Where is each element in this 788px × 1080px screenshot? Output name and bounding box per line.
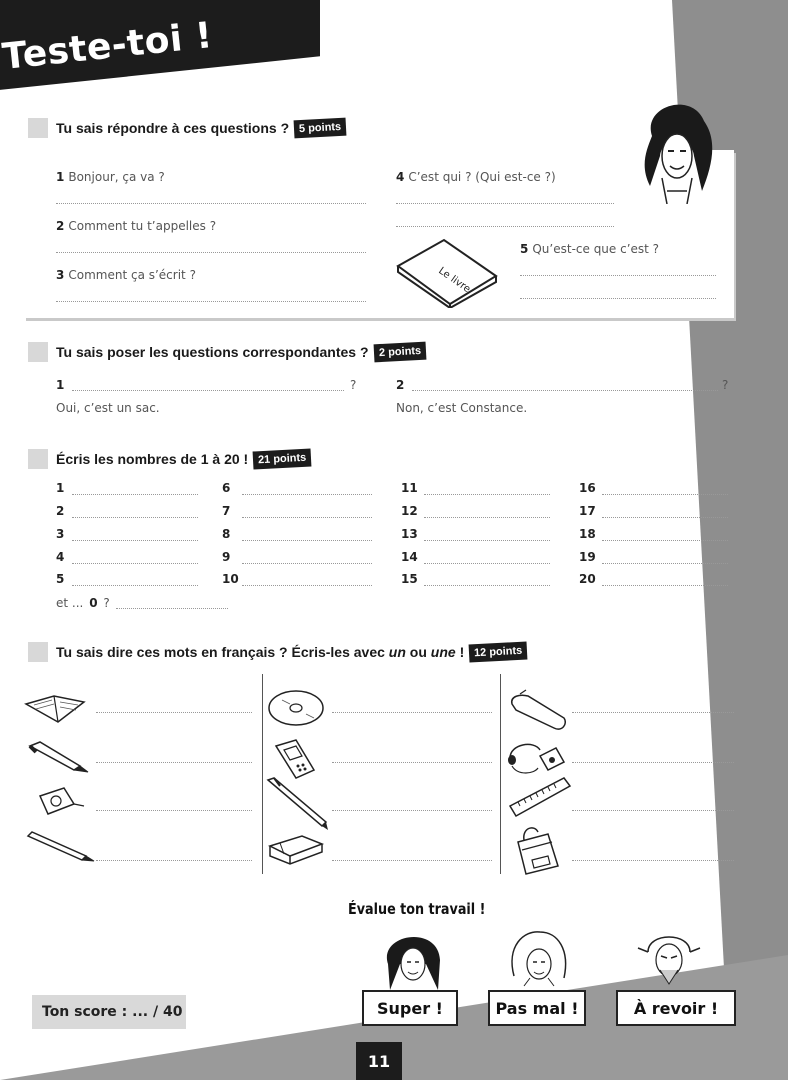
section1-header (28, 118, 346, 138)
question-mark-1: ? (350, 378, 357, 392)
number-label: 2 (56, 504, 65, 518)
pencil-case-icon (506, 688, 570, 734)
question-number-1: 1 (56, 378, 65, 392)
question-3: 3 Comment ça s’écrit ? (56, 268, 196, 282)
headphones-icon (504, 738, 566, 778)
answer-line-5a[interactable] (520, 275, 716, 276)
section1-points-badge: 5 points (294, 118, 347, 139)
word-line[interactable] (96, 810, 252, 811)
felt-pen-icon (26, 740, 92, 774)
boy-character-icon (378, 924, 448, 992)
number-label: 20 (579, 572, 596, 586)
word-line[interactable] (332, 810, 492, 811)
number-label: 14 (401, 550, 418, 564)
section4-title: Tu sais dire ces mots en français ? Écris-les avec un ou une ! (56, 644, 465, 660)
number-line[interactable] (602, 494, 728, 495)
girl-character-icon (504, 926, 574, 992)
sign-a-revoir[interactable]: À revoir ! (616, 990, 736, 1026)
column-divider (262, 674, 263, 874)
column-divider (500, 674, 501, 874)
number-line[interactable] (424, 494, 550, 495)
number-label: 17 (579, 504, 596, 518)
word-line[interactable] (96, 860, 252, 861)
word-line[interactable] (572, 860, 734, 861)
word-line[interactable] (332, 860, 492, 861)
sign-super[interactable]: Super ! (362, 990, 458, 1026)
number-label: 19 (579, 550, 596, 564)
section3-title: Écris les nombres de 1 à 20 ! (56, 451, 249, 467)
answer-line-2[interactable] (56, 252, 366, 253)
number-label: 11 (401, 481, 418, 495)
number-line[interactable] (602, 517, 728, 518)
notebook-icon (24, 692, 88, 726)
number-label: 16 (579, 481, 596, 495)
long-haired-man-icon (632, 96, 718, 204)
question-line-2[interactable] (412, 390, 718, 391)
number-label: 5 (56, 572, 65, 586)
answer-line-3[interactable] (56, 301, 366, 302)
section-square-icon (28, 449, 48, 469)
section4-header (28, 642, 528, 662)
section2-points-badge: 2 points (373, 342, 426, 363)
number-line[interactable] (424, 517, 550, 518)
number-label: 4 (56, 550, 65, 564)
cd-icon (266, 688, 326, 728)
section3-points-badge: 21 points (253, 448, 312, 469)
number-label: 8 (222, 527, 231, 541)
pen-icon (264, 776, 330, 830)
number-label: 7 (222, 504, 231, 518)
section2-header (28, 342, 426, 362)
book-icon (396, 236, 500, 308)
score-box: Ton score : ... / 40 (32, 995, 186, 1029)
number-line[interactable] (242, 540, 372, 541)
section-square-icon (28, 118, 48, 138)
section-square-icon (28, 342, 48, 362)
section-square-icon (28, 642, 48, 662)
answer-line-4b[interactable] (396, 226, 614, 227)
answer-line-4a[interactable] (396, 203, 614, 204)
number-label: 9 (222, 550, 231, 564)
number-label: 6 (222, 481, 231, 495)
number-line[interactable] (72, 585, 198, 586)
zero-row: et ... 0 ? (56, 596, 110, 610)
question-mark-2: ? (722, 378, 729, 392)
page-number: 11 (356, 1042, 402, 1080)
number-line[interactable] (242, 517, 372, 518)
number-label: 18 (579, 527, 596, 541)
word-line[interactable] (96, 712, 252, 713)
number-line[interactable] (424, 585, 550, 586)
answer-text-2: Non, c’est Constance. (396, 401, 528, 415)
zero-line[interactable] (116, 608, 228, 609)
word-line[interactable] (332, 762, 492, 763)
number-line[interactable] (602, 563, 728, 564)
number-line[interactable] (72, 540, 198, 541)
sharpener-icon (34, 784, 90, 818)
old-man-character-icon (634, 924, 704, 992)
section3-header (28, 449, 312, 469)
number-line[interactable] (424, 563, 550, 564)
question-1: 1 Bonjour, ça va ? (56, 170, 165, 184)
question-5: 5 Qu’est-ce que c’est ? (520, 242, 660, 256)
number-line[interactable] (242, 494, 372, 495)
number-line[interactable] (602, 585, 728, 586)
ruler-icon (508, 776, 572, 818)
question-number-2: 2 (396, 378, 405, 392)
section4-points-badge: 12 points (469, 641, 528, 662)
number-line[interactable] (242, 585, 372, 586)
answer-line-5b[interactable] (520, 298, 716, 299)
number-label: 10 (222, 572, 239, 586)
number-label: 12 (401, 504, 418, 518)
number-label: 1 (56, 481, 65, 495)
number-line[interactable] (424, 540, 550, 541)
page-title: Teste-toi ! (0, 15, 215, 78)
number-line[interactable] (72, 517, 198, 518)
pencil-icon (24, 830, 96, 864)
word-line[interactable] (96, 762, 252, 763)
section1-title: Tu sais répondre à ces questions ? (56, 120, 290, 136)
number-line[interactable] (72, 494, 198, 495)
word-line[interactable] (332, 712, 492, 713)
number-line[interactable] (72, 563, 198, 564)
section2-title: Tu sais poser les questions correspondantes ? (56, 344, 369, 360)
word-line[interactable] (572, 810, 734, 811)
word-line[interactable] (572, 762, 734, 763)
word-line[interactable] (572, 712, 734, 713)
schoolbag-icon (512, 820, 564, 876)
sign-pas-mal[interactable]: Pas mal ! (488, 990, 586, 1026)
answer-line-1[interactable] (56, 203, 366, 204)
question-line-1[interactable] (72, 390, 344, 391)
answer-text-1: Oui, c’est un sac. (56, 401, 160, 415)
evaluation-title: Évalue ton travail ! (348, 900, 486, 918)
number-label: 13 (401, 527, 418, 541)
number-label: 3 (56, 527, 65, 541)
question-2: 2 Comment tu t’appelles ? (56, 219, 217, 233)
number-label: 15 (401, 572, 418, 586)
eraser-icon (266, 832, 326, 866)
number-line[interactable] (242, 563, 372, 564)
question-4: 4 C’est qui ? (Qui est-ce ?) (396, 170, 556, 184)
number-line[interactable] (602, 540, 728, 541)
book-title-text: Le livre (436, 265, 473, 296)
